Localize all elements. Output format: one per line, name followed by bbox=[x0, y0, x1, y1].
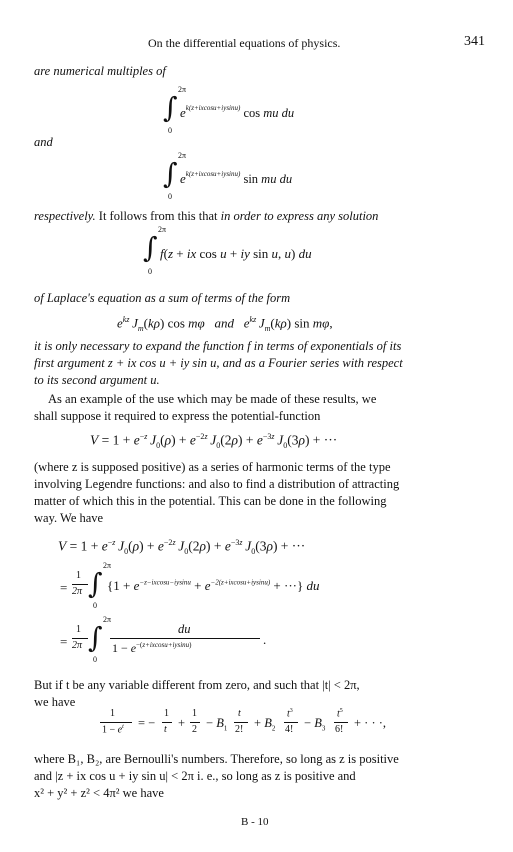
text-line: But if t be any variable different from zero, and such that |t| < 2π, bbox=[34, 678, 360, 692]
upper-limit: 2π bbox=[178, 151, 187, 160]
text-line: of Laplace's equation as a sum of terms of the form bbox=[34, 291, 291, 305]
page-footer-label: B - 10 bbox=[241, 816, 269, 828]
text-line: first argument z + ix cos u + iy sin u, and as a Fourier series with respect bbox=[34, 356, 403, 370]
text-line: matter of which this in the potential. This can be done in the following bbox=[34, 494, 387, 508]
text-line: are numerical multiples of bbox=[34, 64, 166, 78]
upper-limit: 2π bbox=[158, 225, 167, 234]
lower-limit: 0 bbox=[168, 126, 172, 135]
text-line: x² + y² + z² < 4π² we have bbox=[34, 786, 164, 800]
equation-line-2: = 1 2π ∫ 2π 0 {$1 + e^{-z-ixcosu-iysinu} + e^{-2(z+ixcosu+iysinu)}$ + ···} du bbox=[60, 561, 320, 610]
text-line: where B₁, B₂, are Bernoulli's numbers. Therefore, so long as z is positive bbox=[34, 752, 399, 766]
text-and: and bbox=[34, 135, 53, 149]
running-title: On the differential equations of physics. bbox=[148, 36, 341, 50]
potential-equation: $V = 1 + e^{-z}$ $J_0(\rho) + e^{-2z}$ $J_0(2\rho) + e^{-3z}$ $J_0(3\rho)$ + ··· bbox=[90, 432, 338, 451]
potential-equation-2: $V = 1 + e^{-z}$ $J_0(\rho) + e^{-2z}$ $J_0(2\rho) + e^{-3z}$ $J_0(3\rho)$ + ··· bbox=[58, 538, 306, 557]
text-line: way. We have bbox=[34, 511, 104, 525]
equation-line-3: = 1 2π ∫ 2π 0 du $1 - e^{-(z+ixcosu+iysinu)}$ . bbox=[60, 615, 267, 664]
text-line: to its second argument u. bbox=[34, 373, 160, 387]
integral-sign: ∫ bbox=[163, 157, 178, 190]
lower-limit: 0 bbox=[148, 267, 152, 276]
text-line: shall suppose it required to express the potential-function bbox=[34, 409, 321, 423]
page-number: 341 bbox=[464, 34, 485, 49]
text-line: As an example of the use which may be made of these results, we bbox=[48, 392, 377, 406]
upper-limit: 2π bbox=[178, 85, 187, 94]
text-line: respectively. It follows from this that in order to express any solution bbox=[34, 209, 379, 223]
text-line: we have bbox=[34, 695, 76, 709]
bernoulli-equation: 1 $1 - e^t$ = − 1 t + 1 2 − $B_1$ t 2! + $B_2$ $t^3$ 4! − $B_3$ $t^5$ 6! + · · ·, bbox=[102, 708, 387, 736]
integral-sign: ∫ bbox=[163, 91, 178, 124]
integral-body: $e^{k(z+ixcosu+iysinu)}$ sin mu du bbox=[180, 170, 293, 186]
text-line: (where z is supposed positive) as a series of harmonic terms of the type bbox=[34, 460, 391, 474]
integral-sign: ∫ bbox=[143, 231, 158, 264]
text-line: and |z + ix cos u + iy sin u| < 2π i. e., so long as z is positive and bbox=[34, 769, 356, 783]
text-line: it is only necessary to expand the function f in terms of exponentials of its bbox=[34, 339, 402, 353]
form-equation: $e^{kz}$ $J_m(k\rho)$ cos mφ and $e^{kz}$ $J_m(k\rho)$ sin mφ, bbox=[117, 315, 333, 333]
integral-body: f(z + ix cos u + iy sin u, u) du bbox=[160, 246, 312, 261]
text-line: involving Legendre functions: and also to find a distribution of attracting bbox=[34, 477, 400, 491]
integral-body: $e^{k(z+ixcosu+iysinu)}$ cos mu du bbox=[180, 104, 295, 120]
lower-limit: 0 bbox=[168, 192, 172, 201]
